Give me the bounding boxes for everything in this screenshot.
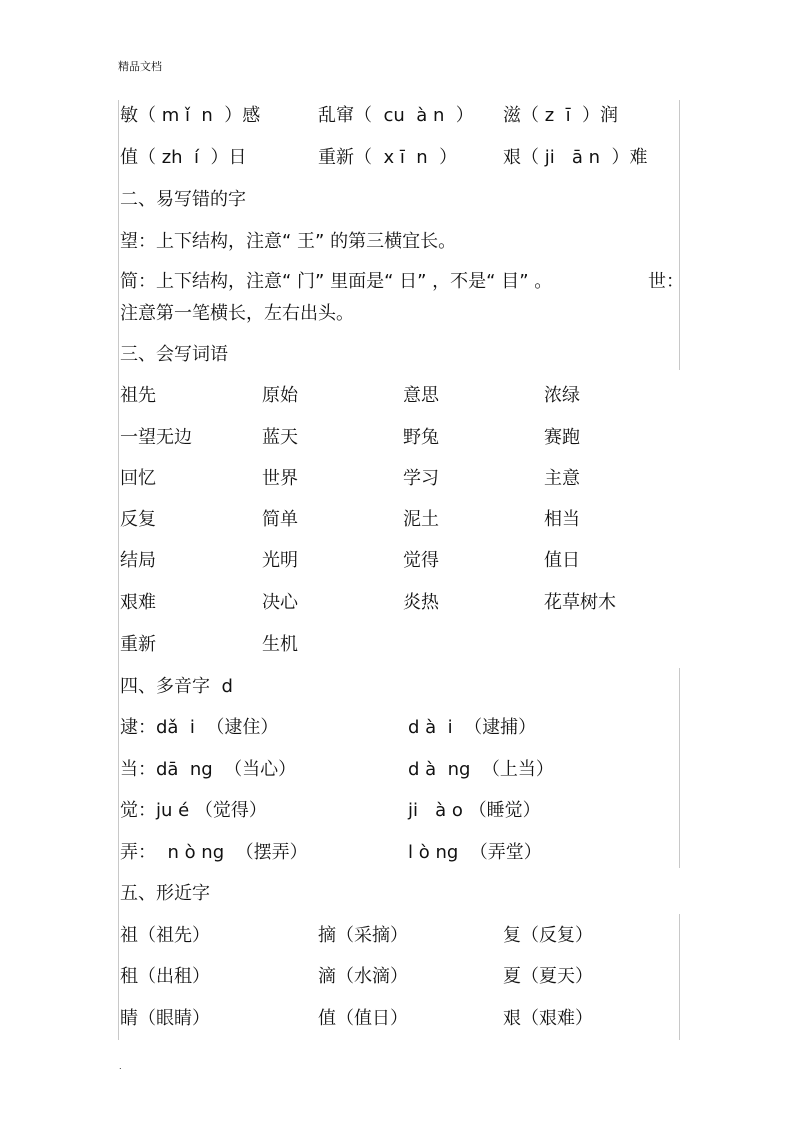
- vocab-word: 相当: [544, 509, 580, 530]
- section-heading: 三、会写词语: [120, 344, 228, 365]
- polyphone-entry: d à ng （上当）: [408, 759, 554, 780]
- similar-char-entry: 睛（眼睛）: [120, 1008, 210, 1029]
- similar-char-entry: 值（值日）: [318, 1008, 408, 1029]
- vocab-word: 野兔: [403, 427, 439, 448]
- vocab-word: 一望无边: [120, 427, 192, 448]
- vocab-word: 反复: [120, 509, 156, 530]
- polyphone-entry: ji à o （睡觉）: [408, 800, 541, 821]
- vocab-word: 祖先: [120, 385, 156, 406]
- vocab-word: 学习: [403, 468, 439, 489]
- note-line: 简：上下结构，注意“ 门” 里面是“ 日” ，不是“ 目” 。: [120, 271, 553, 292]
- vocab-word: 原始: [262, 385, 298, 406]
- vocab-word: 决心: [262, 592, 298, 613]
- page-header: 精品文档: [118, 60, 162, 73]
- table-border-right: [679, 668, 680, 868]
- vocab-word: 意思: [403, 385, 439, 406]
- vocab-word: 结局: [120, 550, 156, 571]
- pinyin-cell: 敏（ m ǐ n ）感: [120, 105, 261, 126]
- polyphone-entry: l ò ng （弄堂）: [408, 842, 542, 863]
- polyphone-entry: 当：dā ng （当心）: [120, 759, 297, 780]
- vocab-word: 简单: [262, 509, 298, 530]
- note-line: 望：上下结构，注意“ 王” 的第三横宜长。: [120, 231, 457, 252]
- section-heading: 二、易写错的字: [120, 189, 246, 210]
- note-line: 注意第一笔横长，左右出头。: [120, 303, 354, 324]
- vocab-word: 蓝天: [262, 427, 298, 448]
- section-heading: 四、多音字 d: [120, 676, 233, 697]
- vocab-word: 世界: [262, 468, 298, 489]
- similar-char-entry: 滴（水滴）: [318, 966, 408, 987]
- vocab-word: 炎热: [403, 592, 439, 613]
- pinyin-cell: 滋（ z ī ）润: [503, 105, 619, 126]
- similar-char-entry: 复（反复）: [503, 925, 593, 946]
- similar-char-entry: 夏（夏天）: [503, 966, 593, 987]
- polyphone-entry: 弄： n ò ng （摆弄）: [120, 842, 308, 863]
- pinyin-cell: 重新（ x ī n ）: [318, 147, 458, 168]
- vocab-word: 主意: [544, 468, 580, 489]
- note-line: 世：: [648, 271, 684, 292]
- vocab-word: 光明: [262, 550, 298, 571]
- pinyin-cell: 艰（ ji ā n ）难: [503, 147, 648, 168]
- polyphone-entry: 逮：dǎ i （逮住）: [120, 717, 279, 738]
- vocab-word: 值日: [544, 550, 580, 571]
- vocab-word: 浓绿: [544, 385, 580, 406]
- vocab-word: 重新: [120, 634, 156, 655]
- vocab-word: 艰难: [120, 592, 156, 613]
- section-heading: 五、形近字: [120, 883, 210, 904]
- vocab-word: 赛跑: [544, 427, 580, 448]
- vocab-word: 花草树木: [544, 592, 616, 613]
- footer-mark: .: [119, 1062, 122, 1071]
- polyphone-entry: d à i （逮捕）: [408, 717, 537, 738]
- similar-char-entry: 摘（采摘）: [318, 925, 408, 946]
- similar-char-entry: 祖（祖先）: [120, 925, 210, 946]
- pinyin-cell: 值（ zh í ）日: [120, 147, 247, 168]
- pinyin-cell: 乱窜（ cu à n ）: [318, 105, 474, 126]
- vocab-word: 觉得: [403, 550, 439, 571]
- vocab-word: 回忆: [120, 468, 156, 489]
- table-border-left: [118, 100, 119, 1040]
- table-border-right: [679, 100, 680, 370]
- polyphone-entry: 觉：ju é （觉得）: [120, 800, 267, 821]
- vocab-word: 生机: [262, 634, 298, 655]
- table-border-right: [679, 914, 680, 1040]
- vocab-word: 泥土: [403, 509, 439, 530]
- similar-char-entry: 租（出租）: [120, 966, 210, 987]
- similar-char-entry: 艰（艰难）: [503, 1008, 593, 1029]
